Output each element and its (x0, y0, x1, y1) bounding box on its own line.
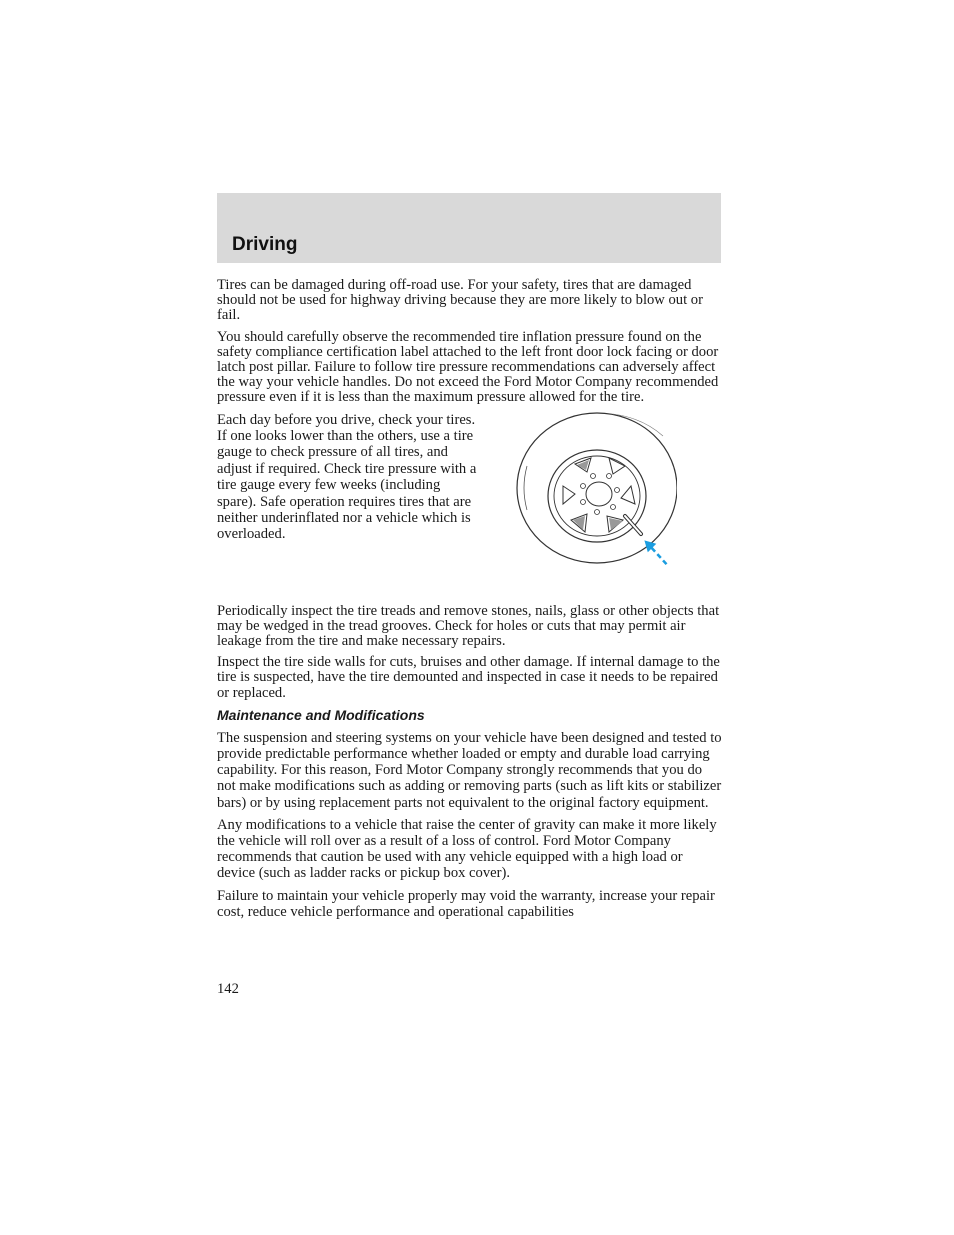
paragraph-tread-inspection: Periodically inspect the tire treads and remove stones, nails, glass or other objects that may be wedged in the tread grooves. Check for holes or cuts that may permit air leakage from the tire and make necessary repairs. (217, 602, 720, 650)
page-number: 142 (217, 981, 239, 997)
maintenance-heading: Maintenance and Modifications (217, 706, 425, 723)
paragraph-center-of-gravity: Any modifications to a vehicle that raise the center of gravity can make it more likely the vehicle will roll over as a result of a loss of control. Ford Motor Company recommends that caution be used with any vehicle equipped with a high load or device (such as ladder racks or pickup box cover). (217, 816, 717, 882)
paragraph-offroad-damage: Tires can be damaged during off-road use. For your safety, tires that are damaged should not be used for highway driving because they are more likely to blow out or fail. (217, 277, 703, 324)
tire-check-block (217, 412, 722, 592)
paragraph-suspension: The suspension and steering systems on your vehicle have been designed and tested to provide predictable performance whether loaded or empty and durable load carrying capability. For this reason, Ford Motor Company strongly recommends that you do not make modifications such as adding or removing parts (such as lift kits or stabilizer bars) or by using replacement parts not equivalent to the original factory equipment. (217, 729, 722, 811)
paragraph-daily-check: Each day before you drive, check your tires. If one looks lower than the others, use a tire gauge to check pressure of all tires, and adjust if required. Check tire pressure with a tire gauge every few weeks (including spare). Safe operation requires tires that are neither underinflated nor a vehicle which is overloaded. (217, 411, 477, 543)
paragraph-sidewall-inspection: Inspect the tire side walls for cuts, bruises and other damage. If internal damage to the tire is suspected, have the tire demounted and inspected in case it needs to be repaired or replaced. (217, 654, 720, 701)
paragraph-maintain-vehicle: Failure to maintain your vehicle properly may void the warranty, increase your repair cost, reduce vehicle performance and operational capabilities (217, 887, 715, 920)
paragraph-inflation-pressure: You should carefully observe the recommended tire inflation pressure found on the safety compliance certification label attached to the left front door lock facing or door latch post pillar. Failure to follow tire pressure recommendations can adversely affect the way your vehicle handles. Do not exceed the Ford Motor Company recommended pressure even if it is less than the maximum pressure allowed for the tire. (217, 328, 719, 406)
maintenance-section (217, 707, 722, 920)
page-content (217, 278, 722, 926)
dashed-arrow-icon (641, 536, 675, 572)
section-title: Driving (232, 234, 298, 255)
section-header-band (217, 193, 721, 263)
